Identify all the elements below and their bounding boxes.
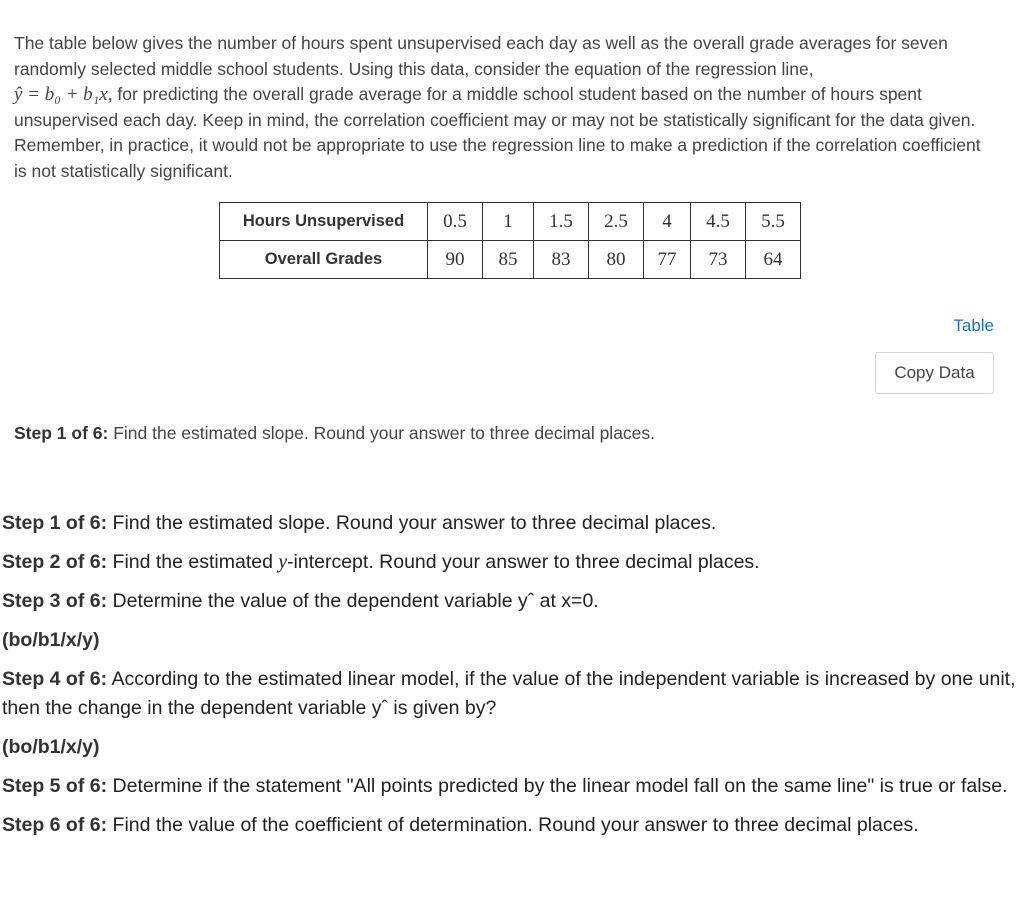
table-cell: 80 xyxy=(589,241,644,279)
problem-intro: The table below gives the number of hours spent unsupervised each day as well as the overall grade averages for seven randomly selected middle school students. Using this data, consider the equation of the regression line, xyxy=(14,33,948,79)
step-prefix: Step 3 of 6: xyxy=(2,590,108,612)
step-prefix: Step 4 of 6: xyxy=(2,668,108,690)
step-text: -intercept. Round your answer to three decimal places. xyxy=(287,551,760,573)
copy-data-button[interactable]: Copy Data xyxy=(875,352,994,394)
step-text: Find the estimated xyxy=(112,551,273,573)
problem-statement xyxy=(14,31,994,184)
table-cell: 1.5 xyxy=(534,203,589,241)
table-cell: 85 xyxy=(483,241,534,279)
step-prefix: Step 5 of 6: xyxy=(2,775,108,797)
table-cell: 64 xyxy=(746,241,801,279)
step-note xyxy=(2,626,1022,655)
table-cell: 0.5 xyxy=(428,203,483,241)
step-1 xyxy=(2,509,1022,538)
step-prefix: Step 1 of 6: xyxy=(2,512,108,534)
step-4 xyxy=(2,665,1022,723)
step-text: Determine if the statement "All points predicted by the linear model fall on the same line" is true or false. xyxy=(112,775,1008,797)
table-cell: 90 xyxy=(428,241,483,279)
current-step-text: Find the estimated slope. Round your answer to three decimal places. xyxy=(113,423,656,443)
step-text: Find the value of the coefficient of determination. Round your answer to three decimal places. xyxy=(112,814,919,836)
steps-list xyxy=(2,509,1022,850)
table-cell: 1 xyxy=(483,203,534,241)
data-table xyxy=(219,202,801,279)
table-cell: 4.5 xyxy=(691,203,746,241)
table-cell: 5.5 xyxy=(746,203,801,241)
current-step xyxy=(14,423,655,444)
table-row xyxy=(220,241,801,279)
table-cell: 77 xyxy=(644,241,691,279)
table-cell: 4 xyxy=(644,203,691,241)
table-cell: 2.5 xyxy=(589,203,644,241)
row-header: Hours Unsupervised xyxy=(220,203,428,241)
table-cell: 83 xyxy=(534,241,589,279)
row-header: Overall Grades xyxy=(220,241,428,279)
step-text: Determine the value of the dependent variable yˆ at x=0. xyxy=(112,590,599,612)
table-link[interactable]: Table xyxy=(953,316,994,335)
step-2 xyxy=(2,548,1022,577)
problem-rest: for predicting the overall grade average for a middle school student based on the number of hours spent unsupervised each day. Keep in mind, the correlation coefficient may or may not be statistically significant for the data given. Remember, in practice, it would not be appropriate to use the regression line to make a prediction if the correlation coefficient is not statistically significant. xyxy=(14,84,981,181)
note-text: (bo/b1/x/y) xyxy=(2,736,100,758)
step-text: Find the estimated slope. Round your answer to three decimal places. xyxy=(112,512,717,534)
step-5 xyxy=(2,772,1022,801)
step-note xyxy=(2,733,1022,762)
current-step-prefix: Step 1 of 6: xyxy=(14,423,109,443)
note-text: (bo/b1/x/y) xyxy=(2,629,100,651)
step-6 xyxy=(2,811,1022,840)
step-math: y xyxy=(278,552,288,573)
table-cell: 73 xyxy=(691,241,746,279)
step-text: According to the estimated linear model, if the value of the independent variable is increased by one unit, then the change in the dependent variable yˆ is given by? xyxy=(2,668,1016,719)
step-prefix: Step 2 of 6: xyxy=(2,551,108,573)
regression-equation: ŷ = b₀ + b₁x, xyxy=(14,84,113,105)
table-row xyxy=(220,203,801,241)
step-prefix: Step 6 of 6: xyxy=(2,814,108,836)
step-3 xyxy=(2,587,1022,616)
